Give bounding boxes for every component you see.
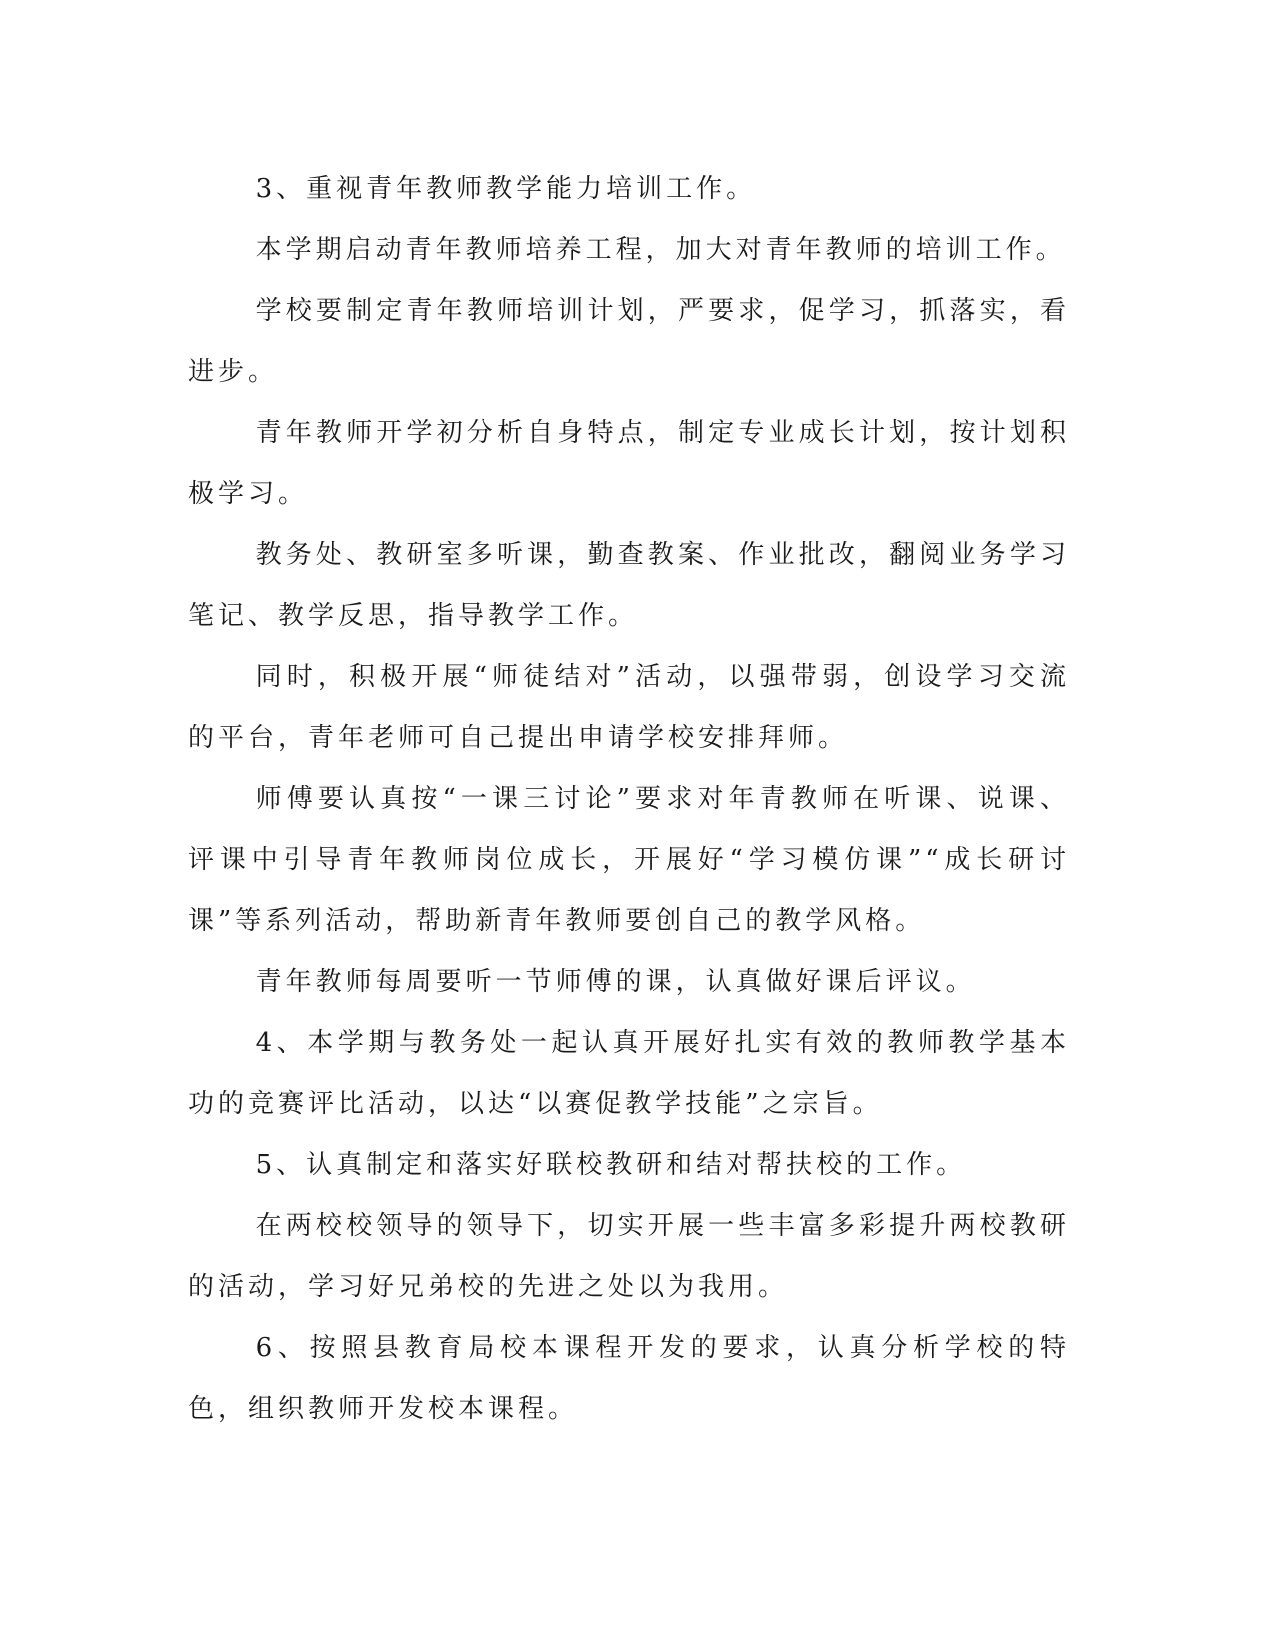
- paragraph-item-3-heading: 3、重视青年教师教学能力培训工作。: [255, 174, 757, 204]
- paragraph: 在两校校领导的领导下，切实开展一些丰富多彩提升两校教研的活动，学习好兄弟校的先进之处以为我用。: [188, 1211, 1070, 1302]
- paragraph: 青年教师每周要听一节师傅的课，认真做好课后评议。: [255, 967, 976, 997]
- paragraph: 本学期启动青年教师培养工程，加大对青年教师的培训工作。: [255, 235, 1066, 265]
- paragraph-item-6: 6、按照县教育局校本课程开发的要求，认真分析学校的特色，组织教师开发校本课程。: [188, 1333, 1070, 1424]
- paragraph: 教务处、教研室多听课，勤查教案、作业批改，翻阅业务学习笔记、教学反思，指导教学工作。: [188, 540, 1070, 631]
- document-body: [188, 159, 1070, 1440]
- paragraph: 学校要制定青年教师培训计划，严要求，促学习，抓落实，看进步。: [188, 296, 1070, 387]
- paragraph-item-4: 4、本学期与教务处一起认真开展好扎实有效的教师教学基本功的竞赛评比活动，以达“以赛促教学技能”之宗旨。: [188, 1028, 1070, 1119]
- paragraph: 青年教师开学初分析自身特点，制定专业成长计划，按计划积极学习。: [188, 418, 1070, 509]
- paragraph: 同时，积极开展“师徒结对”活动，以强带弱，创设学习交流的平台，青年老师可自己提出申请学校安排拜师。: [188, 662, 1070, 753]
- paragraph-item-5: 5、认真制定和落实好联校教研和结对帮扶校的工作。: [255, 1150, 967, 1180]
- paragraph: 师傅要认真按“一课三讨论”要求对年青教师在听课、说课、评课中引导青年教师岗位成长，开展好“学习模仿课”“成长研讨课”等系列活动，帮助新青年教师要创自己的教学风格。: [188, 784, 1070, 936]
